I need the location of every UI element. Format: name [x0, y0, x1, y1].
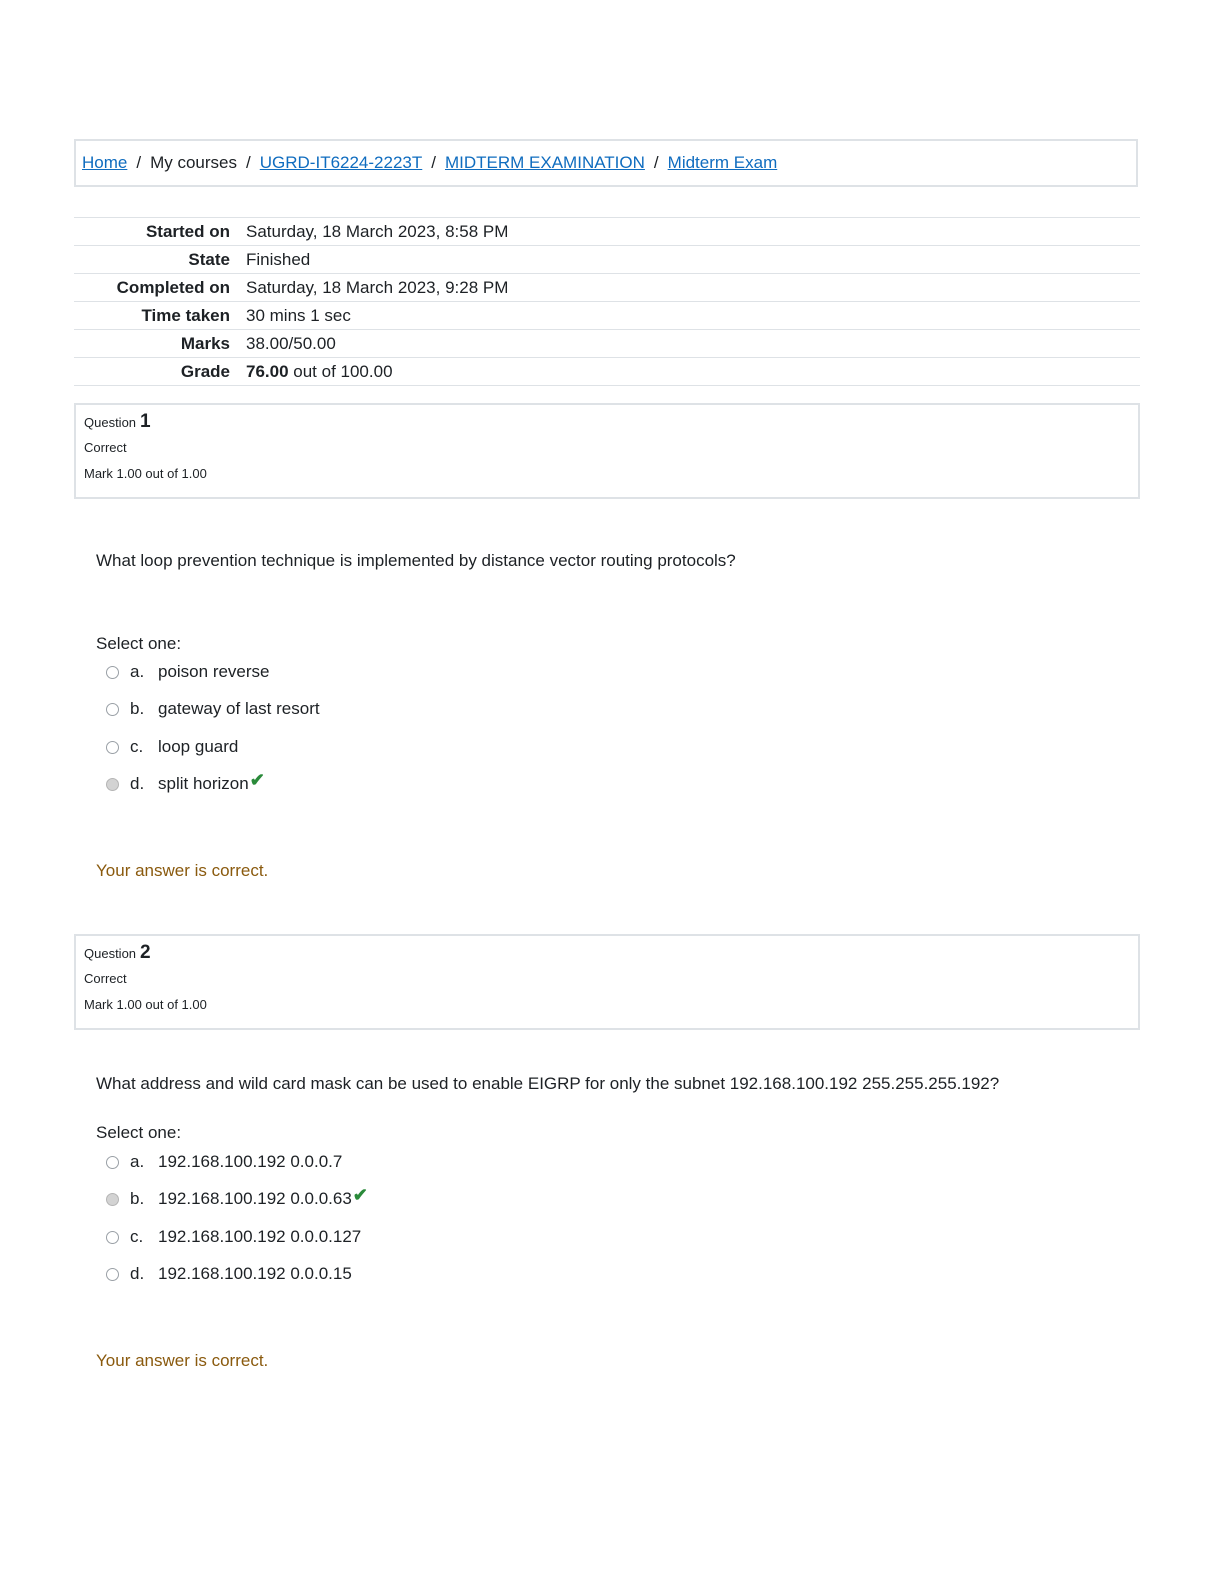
option-letter: d. — [130, 774, 145, 793]
question-1-text: What loop prevention technique is implemented by distance vector routing protocols? — [96, 551, 736, 570]
breadcrumb-separator: / — [136, 153, 142, 172]
breadcrumb-quiz-link[interactable]: Midterm Exam — [667, 153, 778, 172]
question-number: 2 — [140, 942, 151, 963]
attempt-summary-table — [74, 217, 1140, 386]
summary-row-time-taken — [74, 302, 1140, 330]
question-1-option-c[interactable] — [106, 735, 238, 759]
summary-label: Time taken — [141, 305, 230, 325]
question-2-info — [74, 934, 1140, 1030]
radio-button[interactable] — [106, 666, 119, 679]
question-state: Correct — [84, 971, 127, 986]
breadcrumb-separator: / — [246, 153, 251, 172]
option-text: split horizon — [158, 774, 249, 793]
summary-label: State — [188, 249, 230, 269]
question-1-feedback: Your answer is correct. — [96, 861, 269, 880]
breadcrumb-separator: / — [653, 153, 659, 172]
option-text: 192.168.100.192 0.0.0.127 — [158, 1227, 362, 1246]
option-letter: a. — [130, 662, 145, 681]
radio-button[interactable] — [106, 1231, 119, 1244]
option-letter: b. — [130, 1189, 145, 1208]
question-2-option-d[interactable] — [106, 1262, 352, 1286]
summary-row-grade — [74, 358, 1140, 386]
summary-value: Finished — [246, 249, 311, 269]
question-2-option-c[interactable] — [106, 1225, 361, 1249]
summary-label: Started on — [145, 221, 230, 241]
check-icon: ✔ — [249, 769, 265, 790]
question-1-prompt: Select one: — [96, 634, 182, 653]
question-1-option-a[interactable] — [106, 660, 270, 684]
summary-value: Saturday, 18 March 2023, 9:28 PM — [246, 277, 509, 297]
breadcrumb-home-link[interactable]: Home — [82, 153, 128, 172]
summary-label: Completed on — [116, 277, 230, 297]
breadcrumb-my-courses: My courses — [150, 153, 238, 172]
question-label: Question — [84, 415, 137, 430]
option-letter: a. — [130, 1152, 145, 1171]
question-state: Correct — [84, 440, 127, 455]
summary-value — [246, 358, 1140, 386]
question-grade: Mark 1.00 out of 1.00 — [84, 466, 207, 481]
question-2-text: What address and wild card mask can be used to enable EIGRP for only the subnet 192.168.100.192 255.255.255.192? — [96, 1074, 1000, 1093]
option-text: gateway of last resort — [158, 699, 320, 718]
grade-out-of: out of 100.00 — [288, 361, 393, 381]
radio-button[interactable] — [106, 703, 119, 716]
summary-label: Marks — [180, 333, 230, 353]
radio-button[interactable] — [106, 741, 119, 754]
breadcrumb — [74, 139, 1138, 187]
question-2-prompt: Select one: — [96, 1123, 182, 1142]
summary-row-marks — [74, 330, 1140, 358]
option-text: 192.168.100.192 0.0.0.63 — [158, 1189, 352, 1208]
option-text: poison reverse — [158, 662, 270, 681]
question-2-feedback: Your answer is correct. — [96, 1351, 269, 1370]
summary-row-state — [74, 246, 1140, 274]
option-letter: c. — [130, 737, 144, 756]
summary-label: Grade — [180, 361, 230, 381]
summary-value: 38.00/50.00 — [246, 333, 336, 353]
breadcrumb-separator: / — [431, 153, 436, 172]
breadcrumb-course-link[interactable]: UGRD-IT6224-2223T — [259, 153, 423, 172]
summary-value: Saturday, 18 March 2023, 8:58 PM — [246, 221, 509, 241]
summary-row-completed — [74, 274, 1140, 302]
option-text: loop guard — [158, 737, 239, 756]
option-letter: d. — [130, 1264, 145, 1283]
question-1-info — [74, 403, 1140, 499]
summary-row-started — [74, 218, 1140, 246]
option-letter: c. — [130, 1227, 144, 1246]
question-2-option-a[interactable] — [106, 1150, 342, 1174]
radio-button[interactable] — [106, 1156, 119, 1169]
check-icon: ✔ — [352, 1184, 368, 1205]
question-1-option-d[interactable] — [106, 769, 265, 796]
breadcrumb-section-link[interactable]: MIDTERM EXAMINATION — [445, 153, 645, 172]
question-label: Question — [84, 946, 137, 961]
question-2-option-b[interactable] — [106, 1184, 368, 1211]
summary-value: 30 mins 1 sec — [246, 305, 351, 325]
radio-button-selected[interactable] — [106, 778, 119, 791]
question-number: 1 — [140, 411, 151, 432]
radio-button[interactable] — [106, 1268, 119, 1281]
option-letter: b. — [130, 699, 145, 718]
grade-score: 76.00 — [246, 361, 289, 381]
option-text: 192.168.100.192 0.0.0.15 — [158, 1264, 352, 1283]
option-text: 192.168.100.192 0.0.0.7 — [158, 1152, 343, 1171]
question-1-option-b[interactable] — [106, 697, 320, 721]
question-grade: Mark 1.00 out of 1.00 — [84, 997, 207, 1012]
radio-button-selected[interactable] — [106, 1193, 119, 1206]
